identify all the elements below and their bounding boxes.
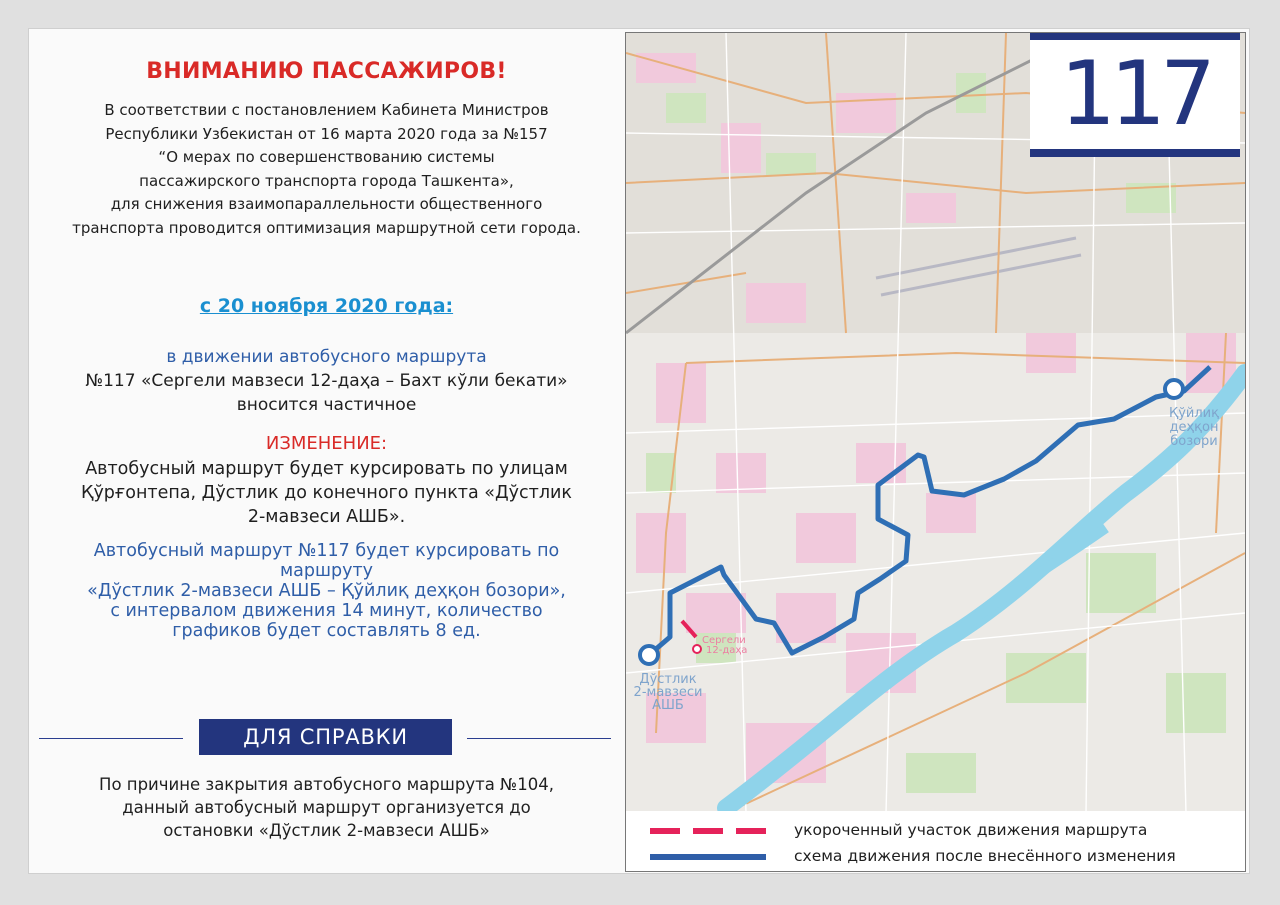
- change-heading: ИЗМЕНЕНИЕ:: [265, 433, 388, 454]
- decree-text: [29, 99, 624, 241]
- movement-line: в движении автобусного маршрута: [166, 347, 487, 367]
- new-route-line: с интервалом движения 14 минут, количество: [110, 601, 543, 621]
- route-map: [625, 32, 1246, 872]
- reference-title: ДЛЯ СПРАВКИ: [199, 719, 452, 755]
- old-terminal-marker: [693, 645, 701, 653]
- decree-line: для снижения взаимопараллельности общественного: [110, 195, 543, 214]
- effective-date: с 20 ноября 2020 года:: [199, 295, 454, 317]
- change-text: [29, 457, 624, 529]
- change-line: Автобусный маршрут будет курсировать по улицам: [85, 459, 568, 479]
- movement-line: вносится частичное: [236, 395, 417, 415]
- decree-line: пассажирского транспорта города Ташкента»,: [139, 171, 514, 190]
- west-terminal-marker: [640, 646, 658, 664]
- legend-label: схема движения после внесённого изменения: [794, 847, 1176, 865]
- stop-label: Сергели: [702, 635, 746, 646]
- map-legend: [626, 811, 1245, 871]
- old-terminal-label: [702, 635, 747, 656]
- stop-label: 12-даҳа: [706, 645, 748, 656]
- dashed-swatch: [650, 828, 766, 834]
- new-route-line: Автобусный маршрут №117 будет курсировать по: [93, 541, 560, 561]
- reference-line: остановки «Дўстлик 2-мавзеси АШБ»: [163, 821, 490, 840]
- solid-swatch: [650, 854, 766, 860]
- change-line: Қўрғонтепа, Дўстлик до конечного пункта «Дўстлик: [81, 483, 572, 503]
- decree-line: “О мерах по совершенствованию системы: [158, 148, 495, 167]
- movement-line: №117 «Сергели мавзеси 12-даҳа – Бахт кўли бекати»: [85, 371, 568, 391]
- east-terminal-label: [1169, 406, 1219, 449]
- stop-label: бозори: [1170, 434, 1218, 449]
- change-line: 2-мавзеси АШБ».: [247, 507, 406, 527]
- stop-label: 2-мавзеси: [633, 685, 703, 700]
- route-number: 117: [1060, 42, 1210, 145]
- notice-board: [28, 28, 1250, 874]
- stop-label: Қўйлиқ: [1169, 406, 1219, 421]
- legend-shortened: [650, 819, 1240, 843]
- notice-headline: ВНИМАНИЮ ПАССАЖИРОВ!: [146, 59, 507, 84]
- stop-label: Дўстлик: [639, 672, 697, 687]
- stop-label: деҳқон: [1169, 420, 1219, 435]
- new-route-line: маршруту: [279, 561, 374, 581]
- divider-left: [39, 738, 183, 739]
- legend-new-route: [650, 845, 1240, 869]
- decree-line: транспорта проводится оптимизация маршрутной сети города.: [72, 218, 581, 237]
- decree-line: В соответствии с постановлением Кабинета Министров: [104, 101, 549, 119]
- reference-note: [29, 773, 624, 842]
- route-number-box: [1030, 32, 1240, 157]
- divider-right: [467, 738, 611, 739]
- legend-label: укороченный участок движения маршрута: [794, 821, 1148, 839]
- new-route-line: графиков будет составлять 8 ед.: [172, 621, 481, 641]
- reference-line: По причине закрытия автобусного маршрута №104,: [99, 775, 554, 794]
- stop-label: АШБ: [652, 698, 684, 713]
- east-terminal-marker: [1165, 380, 1183, 398]
- reference-line: данный автобусный маршрут организуется до: [122, 798, 531, 817]
- new-route-text: [29, 541, 624, 641]
- new-route-line: «Дўстлик 2-мавзеси АШБ – Қўйлиқ деҳқон бозори»,: [87, 581, 566, 601]
- decree-line: Республики Узбекистан от 16 марта 2020 года за №157: [105, 124, 548, 143]
- movement-text: [29, 345, 624, 417]
- notice-panel: [29, 29, 624, 875]
